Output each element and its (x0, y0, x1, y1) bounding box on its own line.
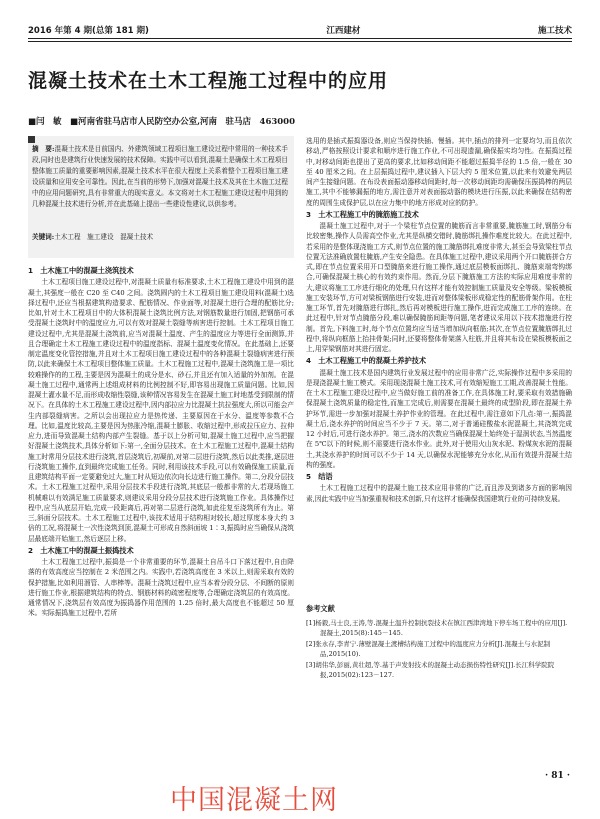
abstract-label: 摘 要: (32, 145, 55, 153)
section-5-heading: 5 结语 (306, 472, 333, 481)
reference-list (306, 618, 572, 680)
keywords (32, 232, 288, 242)
page-number: · 81 · (544, 771, 570, 781)
left-column (28, 264, 294, 789)
abstract-corner-mark (28, 136, 35, 143)
section-3-body: 混凝土施工过程中,对于一个梁柱节点位置的腌筋而言非常重要,腌筋施工时,钢筋分布比较密集,操作人员需高空作业,尤其是纵横交错时,腌筋绑扎操作难度比较大。在此过程中,若采用的是整体现浇施工方式,则节点位置的施工腌筋绑扎难度非常大,甚至会导致梁柱节点位置无法准确放置柱腌筋,产生安全隐患。在具体施工过程中,建议采用两个开口腌筋拼合方式,即在节点位置采用开口型腌筋来进行施工操作,通过底层模板面绑扎、腌筋束端弯钩绑合,可确保混凝土核心的有效约束作用。然而,分层下腌筋施工方法的实际应用难度非常的大,建议将施工工序进行细化的处理,只有这样才能有效控制施工质量及安全等级。梁板模板施工安装环节,方可对梁板钢筋进行安装,进而对整体梁板形成稳定性的配筋骨架作用。在柱施工环节,首先对腌筋进行绑扎,然后再对模板进行施工操作,进而完成施工工序的连续。在此过程中,针对节点腌筋分段,难以确保腌筋间距等问题,笔者建议采用以下技术措施进行控制。首先,下料施工时,每个节点位置均应当适当增加纵向框筋;其次,在节点位置腌筋绑扎过程中,将纵向框筋上抬挂骨架;同时,还要将整体骨架落入柱筋,并且将其布设在梁板模板面之上,用穿梁钢筋对其进行固定。 (306, 222, 572, 353)
section-name: 施工技术 (537, 26, 572, 36)
section-1-heading: 1 土木施工中的混凝土浇筑技术 (28, 266, 134, 275)
article-title: 混凝土技术在土木工程施工过程中的应用 (28, 70, 389, 92)
issue-info: 2016 年第 4 期(总第 181 期) (28, 26, 149, 36)
section-5-body: 土木工程施工过程中的混凝土施工技术应用非常的广泛,而且涉及到诸多方面的影响因素,因此实践中应当加强重视和技术创新,只有这样才能确保我国建筑行业的可持续发展。 (306, 484, 572, 503)
section-4-body: 混凝土施工技术是国内建筑行业发展过程中的应用非常广泛,实际操作过程中多采用的是现浇混凝土施工模式。采用现浇混凝土施工技术,可有效缩短施工工期,改善混凝土性能。在土木工程施工建设过程中,应当做好施工前的准备工作,在具体施工时,要采取有效措施确保混凝土浇筑质量的稳定性,而施工完成后,则需要在混凝土最终的成型阶段,即在混凝土养护环节,需进一步加强对混凝土养护作业的管理。在此过程中,需注意如下几点:第一,振捣混凝土后,浇水养护的时间应当不少于 7 天。第二,对于普通硅酸盐水泥混凝土,其浇筑完成 12 小时后,可进行浇水养护。第三,浇水的次数应当确保混凝土始终处于湿润状态,当然温度在 5℃以下的时候,则不需要进行浇水作业。此外,对于使用火山灰水泥、粉煤灰水泥的混凝土,其浇水养护的时间可以不少于 14 天,以确保水泥能够充分水化,从而有效提升混凝土结构的强度。 (306, 368, 572, 469)
right-column (306, 136, 572, 602)
section-2-body: 土木工程施工过程中,振捣是一个非常重要的环节,混凝土自吊斗口下落过程中,自由降落的有效高度应当控制在 2 米范围之内。实践中,若浇筑高度在 3 米以上,则需采取有效的保护措施,比如利用溜管、人串棒等。混凝土浇筑过程中,应当本着分段分层、不间断的原则进行施工作业,根据建筑结构的特点、钢筋材料的疏密程度等,合理确定浇筑层的有效高度。通常情况下,浇筑层有效高度为振捣器作用范围的 1.25 倍时,最大高度也不能超过 50 厘米。实际振捣施工过程中,若所 (28, 558, 294, 618)
section-1-body: 土木工程项目施工建设过程中,对混凝土质量有标准要求,土木工程施工建设中用到的混凝土,其强度一般在 C20 至 C40 之间。浇筑圆内的土木工程项目施工建设用料(混凝土)选择过程中,还应当根据建筑构造要求、配筋情况、作业面等,对混凝土进行合理的配筋比分;比如,针对土木工程项目中的大体积混凝土浇筑比例方法,对钢筋数量进行加固,把钢筋可承受混凝土浇筑时中的温度应力,可以有效对混凝土裂缝等病害进行控制。土木工程项目施工建设过程中,尤其是混凝土浇筑前,应当对混凝土温度、产生的温度应力等进行全面测算,并且合理确定土木工程施工建设过程中的温度指标、混凝土温度变化情况。在此基础上,还要制定温度变化管控措施,并且对土木工程项目施工建设过程中的各种混凝土裂缝病害进行预防,以此来确保土木工程项目整体施工质量。土木工程施工过程中,混凝土浇筑施工是一项比较难操作的的工程,主要是因为混凝土的成分是水、砂石,并且还有加入适量的外加剂。在混凝土施工过程中,通常两上述组成材料的比例控制不好,即容易出现施工质量问题。比如,因混凝土灌水量不足,而形成收缩性裂缝,该种情况容易发生在混凝土施工时地基受到限制的情况下。在具体的土木工程施工建设过程中,因内部拉应力比混凝土抗拉强度大,所以可能会产生内部裂缝病害。之所以会出现拉应力是热传递、主要原因在于水分、温度等参数不合理。比如,温度比较高,主要是因为热胀冷缩,混凝土膨胀、收缩过程中,形成拉压应力、拉伸应力,进而导致混凝土结构内部产生裂缝。基于以上分析可知,混凝土施工过程中,应当把握好混凝土浇筑技术,具体分析如下:第一,全面分层技术。在土木工程施工过程中,混凝土结构施工时常用分层技术进行浇筑,首层浇筑后,初凝前,对第二层进行浇筑,然后以此类推,逐层进行浇筑施工操作,直到最终完成施工任务。同时,利用该技术手段,可以有效确保施工质量,而且建筑结构平面一定要避免过大,施工时从短边依次向长边进行施工操作。第二,分段分层技术。土木工程施工过程中,采用分层技术手段进行浇筑,其底层一般都非常的大,若现场施工机械难以有效满足施工质量要求,则建议采用分段分层技术进行浇筑施工作业。具体操作过程中,应当从底层开始,完成一段距离后,再对第二层进行浇筑,如此往复至浇筑所有为止。第三,斜面分层技术。土木工程施工过程中,该技术适用于结构相对较长,超过厚度本身大约 3 倍的工况,将混凝土一次性浇筑到顶,混凝土可形成自然斜面坡 1∶3,振捣时应当确保从浇筑层最底端开始施工,然后逐层上移。 (28, 278, 294, 543)
abstract-box (28, 136, 294, 258)
abstract-text: 混凝土技术是目前国内、外建筑领域工程项目施工建设过程中常用的一种技术手段,同时也是建筑行业快速发展的技术保障。实践中可以看到,混凝土是确保土木工程项目整体施工质量的重要影响因素,混凝土技术水平在很大程度上关系着整个工程项目施工建设质量和应用安全可靠性。因此,在当前的形势下,加强对混凝土技术及其在土木施工过程中的应用问题研究,具有非常重大的现实意义。本文将对土木工程施工建设过程中用到的几种混凝土技术进行分析,并在此基础上提出一些建设性建议,以供参考。 (32, 145, 288, 208)
running-header (28, 22, 572, 36)
references (306, 604, 572, 681)
author-line: ■闫 敏 ■河南省驻马店市人民防空办公室,河南 驻马店 463000 (28, 117, 296, 127)
keywords-text: 土木工程 施工建设 混凝土技术 (54, 233, 154, 241)
reference-item: [3]胡伟华,彭丽,黄壮超,等.基于声发射技术的混凝土动态损伤特性研究[J].长江科学院院报,2015(02):123－127. (306, 661, 555, 679)
section-4-heading: 4 土木工程施工中的混凝土养护技术 (306, 356, 427, 366)
reference-item: [1]杨毅,马士良,王涛,等.混凝土温升控制抗裂技术在镇江西津湾地下停车场工程中的应用[J].混凝土,2015(8):145－145. (306, 619, 568, 637)
section-3-heading: 3 土木工程施工中的腌筋施工技术 (306, 209, 419, 219)
header-rule-thin (28, 41, 572, 42)
journal-name: 江西建材 (326, 26, 361, 36)
references-heading: 参考文献 (306, 604, 335, 613)
abstract (32, 144, 288, 209)
section-2-continued: 选用的是插式振捣器设备,则应当保持快插、慢插。其中,插点的排列一定要均匀,而且依次移动,严格按照设计要求和顺序进行施工作业,不可出现遗漏,确保振实均匀性。在振捣过程中,对移动间距也提出了更高的要求,比如移动间距不能超过振捣半径的 1.5 倍,一般在 30 至 40 厘米之间。在上层振捣过程中,建议插入下层大约 5 厘米位置,以此来有效避免两层间产生接缝问题。在布设表面振动器移动间距时,每一次移动间距均需确保压振捣棒的两层施工,其中不能够漏振的地方,需注意并对表面振动器的模块进行压振,以此来确保在结构密度的周围生成保护层,以在应力集中的地方形成对应的防护。 (306, 137, 572, 207)
keywords-label: 关键词: (32, 233, 55, 241)
watermark: 中国混凝土网 (170, 785, 338, 816)
header-rule (28, 38, 572, 39)
reference-item: [2]张永存,李青宁.薄壁混凝土渡槽结构施工过程中的温度应力分析[J].混凝土与水泥制品,2015(10). (306, 640, 551, 658)
section-2-heading: 2 土木施工中的混凝土振捣技术 (28, 545, 134, 555)
